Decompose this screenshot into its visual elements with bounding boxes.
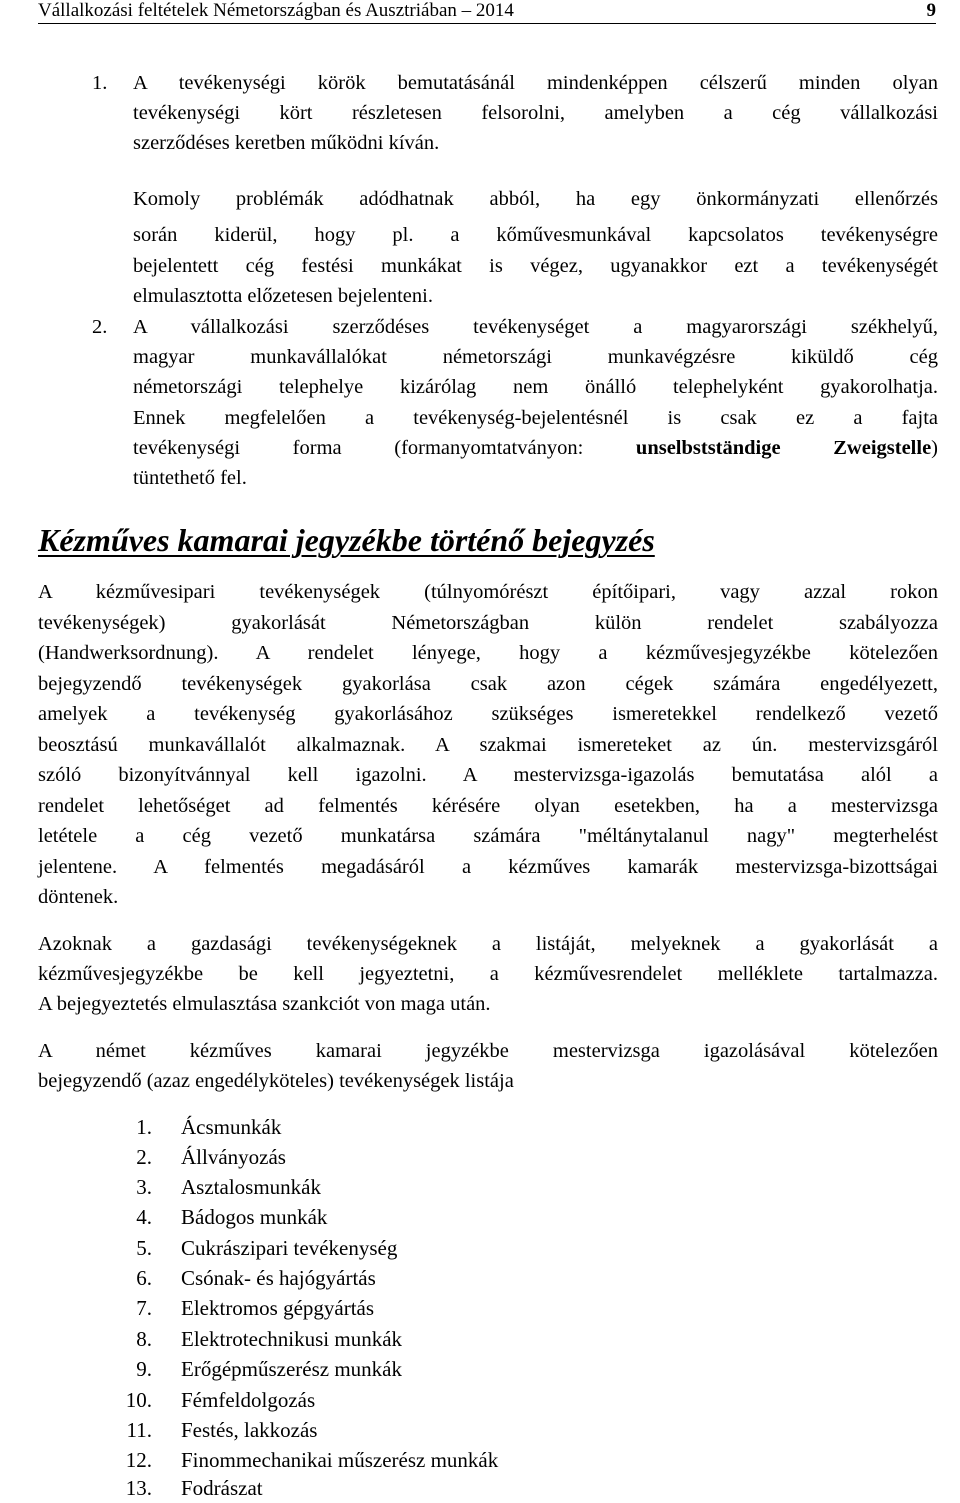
list-text: Fémfeldolgozás: [181, 1388, 316, 1412]
text-line: németországi telephelye kizárólag nem önálló telephelyként gyakorolhatja.: [133, 376, 938, 398]
text-segment: ): [931, 437, 938, 459]
document-title: Vállalkozási feltételek Németországban és Ausztriában – 2014: [38, 0, 514, 21]
page-number: 9: [926, 0, 936, 21]
text-line: magyar munkavállalókat németországi munkavégzésre kiküldő cég: [133, 346, 938, 368]
item-number: 2.: [92, 316, 108, 338]
list-number: 5.: [136, 1236, 152, 1260]
text-line: amelyek a tevékenység gyakorlásához szükséges ismeretekkel rendelkező vezető: [38, 703, 938, 725]
text-line: beosztású munkavállalót alkalmaznak. A szakmai ismereteket az ún. mestervizsgáról: [38, 734, 938, 756]
text-line: Azoknak a gazdasági tevékenységeknek a listáját, melyeknek a gyakorlását a: [38, 933, 938, 955]
page-header: [38, 0, 936, 24]
text-line: letétele a cég vezető munkatársa számára "méltánytalanul nagy" megterhelést: [38, 825, 938, 847]
text-line: tevékenységek) gyakorlását Németországban külön rendelet szabályozza: [38, 612, 938, 634]
text-line: elmulasztotta előzetesen bejelenteni.: [133, 285, 433, 307]
list-text: Ácsmunkák: [181, 1115, 282, 1139]
list-number: 3.: [136, 1175, 152, 1199]
text-line: Ennek megfelelően a tevékenység-bejelentésnél is csak ez a fajta: [133, 407, 938, 429]
text-line: döntenek.: [38, 886, 119, 908]
list-text: Asztalosmunkák: [181, 1175, 321, 1199]
text-line: A német kézműves kamarai jegyzékbe mestervizsga igazolásával kötelezően: [38, 1040, 938, 1062]
list-number: 13.: [125, 1476, 152, 1500]
text-line: A bejegyeztetés elmulasztása szankciót von maga után.: [38, 993, 491, 1015]
list-text: Csónak- és hajógyártás: [181, 1266, 376, 1290]
text-line: tevékenységi kört részletesen felsorolni, amelyben a cég vállalkozási: [133, 102, 938, 124]
list-number: 2.: [136, 1145, 152, 1169]
list-text: Erőgépműszerész munkák: [181, 1357, 403, 1381]
list-number: 10.: [125, 1388, 152, 1412]
list-number: 4.: [136, 1205, 152, 1229]
text-line: kézművesjegyzékbe be kell jegyeztetni, a kézművesrendelet melléklete tartalmazza.: [38, 963, 938, 985]
text-segment: tevékenységi forma (formanyomtatványon:: [133, 437, 636, 459]
list-text: Bádogos munkák: [181, 1205, 328, 1229]
list-number: 7.: [136, 1296, 152, 1320]
text-line: bejegyzendő tevékenységek gyakorlása csak azon cégek számára engedélyezett,: [38, 673, 938, 695]
list-number: 9.: [136, 1357, 152, 1381]
list-text: Állványozás: [181, 1145, 286, 1169]
item-number: 1.: [92, 72, 108, 94]
text-line: során kiderül, hogy pl. a kőművesmunkával kapcsolatos tevékenységre: [133, 224, 938, 246]
list-number: 11.: [126, 1418, 152, 1442]
text-line: [133, 433, 938, 463]
text-line: szerződéses keretben működni kíván.: [133, 132, 440, 154]
text-line: jelentene. A felmentés megadásáról a kézműves kamarák mestervizsga-bizottságai: [38, 856, 938, 878]
list-text: Festés, lakkozás: [181, 1418, 318, 1442]
list-number: 8.: [136, 1327, 152, 1351]
text-line: A tevékenységi körök bemutatásánál mindenképpen célszerű minden olyan: [133, 72, 938, 94]
text-line: tüntethető fel.: [133, 467, 247, 489]
list-number: 6.: [136, 1266, 152, 1290]
list-number: 12.: [125, 1448, 152, 1472]
list-text: Cukrászipari tevékenység: [181, 1236, 398, 1260]
text-line: bejegyzendő (azaz engedélyköteles) tevékenységek listája: [38, 1070, 514, 1092]
bold-term: unselbstständige Zweigstelle: [635, 437, 932, 459]
list-text: Finommechanikai műszerész munkák: [181, 1448, 499, 1472]
list-text: Elektrotechnikusi munkák: [181, 1327, 403, 1351]
text-line: szóló bizonyítvánnyal kell igazolni. A mestervizsga-igazolás bemutatása alól a: [38, 764, 938, 786]
text-line: A vállalkozási szerződéses tevékenységet a magyarországi székhelyű,: [133, 316, 938, 338]
list-text: Fodrászat: [181, 1476, 263, 1500]
text-line: (Handwerksordnung). A rendelet lényege, hogy a kézművesjegyzékbe kötelezően: [38, 642, 938, 664]
text-line: A kézművesipari tevékenységek (túlnyomórészt építőipari, vagy azzal rokon: [38, 581, 938, 603]
list-number: 1.: [136, 1115, 152, 1139]
section-heading: Kézműves kamarai jegyzékbe történő bejegyzés: [38, 522, 655, 558]
list-text: Elektromos gépgyártás: [181, 1296, 375, 1320]
text-line: Komoly problémák adódhatnak abból, ha egy önkormányzati ellenőrzés: [133, 188, 938, 210]
text-line: bejelentett cég festési munkákat is végez, ugyanakkor ezt a tevékenységét: [133, 255, 938, 277]
text-line: rendelet lehetőséget ad felmentés kérésére olyan esetekben, ha a mestervizsga: [38, 795, 938, 817]
